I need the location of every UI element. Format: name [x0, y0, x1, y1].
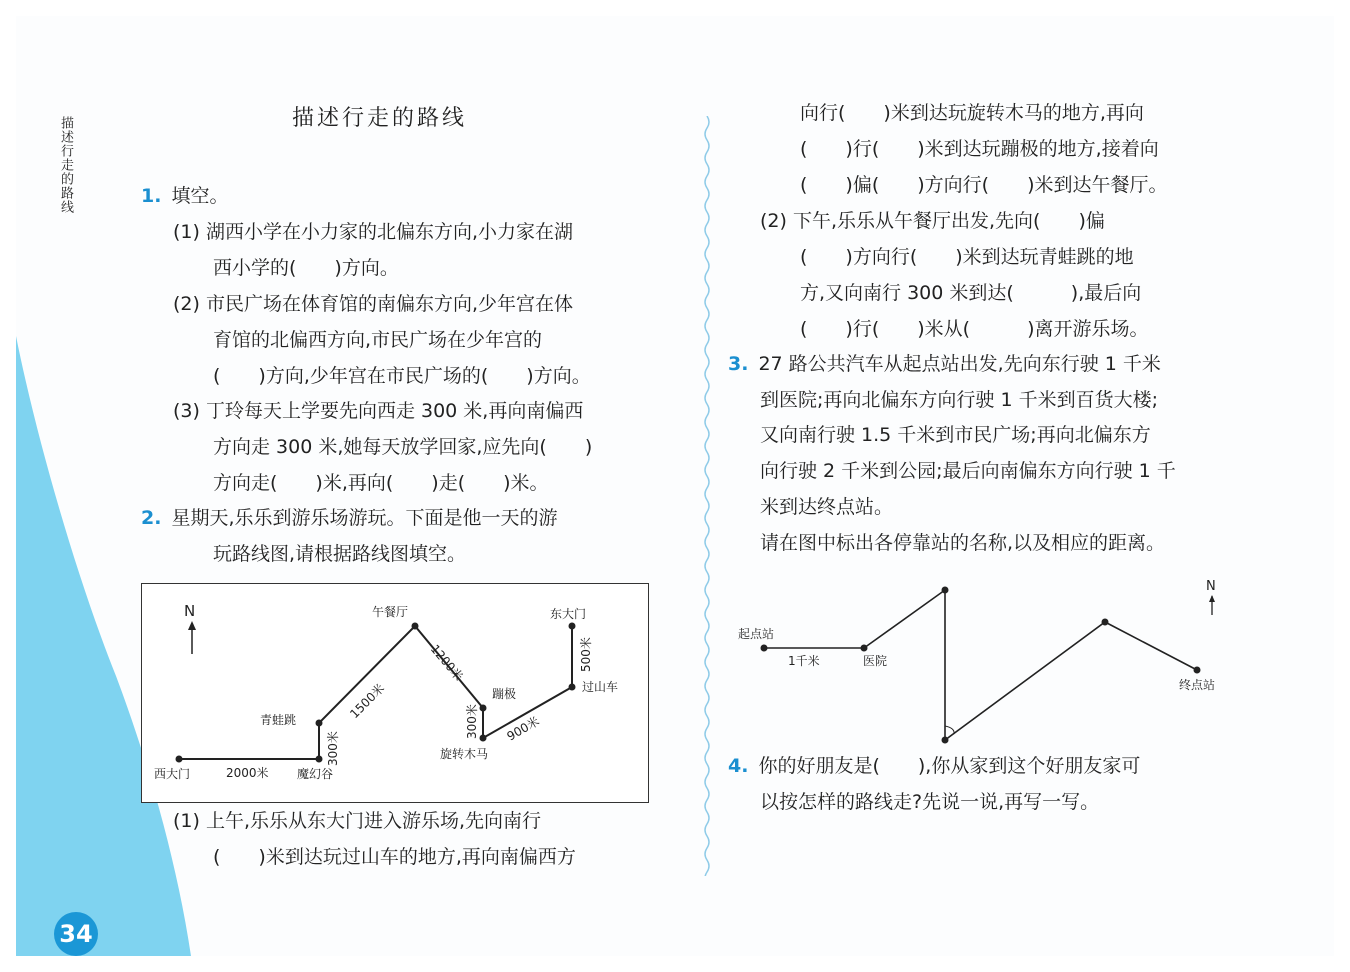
question-number: 3.: [728, 353, 749, 375]
line-text: 到医院;再向北偏东方向行驶 1 千米到百货大楼;: [760, 389, 1158, 411]
bus-label-start: 起点站: [738, 627, 775, 641]
text-line: [213, 255, 399, 281]
point-magic-valley: [316, 756, 323, 763]
point-lunch: [412, 623, 419, 630]
line-text: ( )行( )米到达玩蹦极的地方,接着向: [800, 138, 1159, 160]
point-west-gate: [176, 756, 183, 763]
bus-point-end: [1194, 667, 1201, 674]
park-route-svg: [142, 584, 648, 802]
dist-carousel-bungee: 300米: [465, 704, 479, 739]
line-text: (2) 市民广场在体育馆的南偏东方向,少年宫在体: [173, 293, 573, 315]
text-line: [141, 505, 558, 531]
text-line: [800, 280, 1141, 306]
label-lunch: 午餐厅: [372, 605, 409, 619]
text-line: [173, 808, 541, 834]
park-route-map: [141, 583, 649, 803]
dist-west-magic: 2000米: [226, 766, 269, 780]
text-line: [800, 136, 1159, 162]
label-frog-jump: 青蛙跳: [260, 713, 297, 727]
text-line: [760, 494, 893, 520]
point-frog-jump: [316, 720, 323, 727]
bus-north-arrow: [1206, 579, 1216, 615]
bus-route-path: [764, 590, 1197, 740]
page-title: 描述行走的路线: [292, 106, 468, 131]
bus-north-label: N: [1206, 579, 1216, 594]
bus-label-hospital: 医院: [863, 654, 888, 668]
text-line: [173, 219, 573, 245]
line-text: (3) 丁玲每天上学要先向西走 300 米,再向南偏西: [173, 400, 584, 422]
text-line: [760, 208, 1105, 234]
text-line: [800, 172, 1167, 198]
label-carousel: 旋转木马: [440, 747, 489, 761]
bus-label-end: 终点站: [1179, 678, 1216, 692]
text-line: [213, 434, 592, 460]
north-label: N: [184, 602, 196, 620]
bus-point-start: [761, 645, 768, 652]
text-line: [213, 541, 466, 567]
text-line: [141, 183, 228, 209]
label-east-gate: 东大门: [550, 607, 587, 621]
line-text: 27 路公共汽车从起点站出发,先向东行驶 1 千米: [758, 353, 1161, 375]
line-text: ( )偏( )方向行( )米到达午餐厅。: [800, 174, 1168, 196]
point-carousel: [480, 735, 487, 742]
line-text: ( )米到达玩过山车的地方,再向南偏西方: [213, 846, 576, 868]
bus-point-5: [1102, 619, 1109, 626]
text-line: [213, 363, 591, 389]
line-text: 米到达终点站。: [760, 496, 894, 518]
bus-point-hospital: [861, 645, 868, 652]
north-arrow: [184, 602, 196, 654]
text-line: [728, 351, 1161, 377]
text-line: [760, 387, 1158, 413]
line-text: 玩路线图,请根据路线图填空。: [213, 543, 467, 565]
dist-frog-lunch: 1500米: [347, 681, 388, 722]
text-line: [213, 470, 549, 496]
dist-magic-frog: 300米: [326, 731, 340, 766]
line-text: 方向走 300 米,她每天放学回家,应先向( ): [213, 436, 593, 458]
line-text: ( )方向,少年宫在市民广场的( )方向。: [213, 365, 591, 387]
question-number: 2.: [141, 507, 162, 529]
text-line: [728, 753, 1140, 779]
page-number: 34: [54, 912, 98, 956]
point-coaster: [569, 684, 576, 691]
line-text: 向行驶 2 千米到公园;最后向南偏东方向行驶 1 千: [760, 460, 1176, 482]
dist-carousel-coaster: 900米: [504, 714, 542, 744]
line-text: 以按怎样的路线走?先说一说,再写一写。: [760, 791, 1100, 813]
question-number: 1.: [141, 185, 162, 207]
bus-label-distance1: 1千米: [788, 654, 820, 668]
dist-coaster-east: 500米: [579, 637, 593, 672]
text-line: [760, 530, 1165, 556]
column-divider: [702, 116, 712, 876]
line-text: 请在图中标出各停靠站的名称,以及相应的距离。: [760, 532, 1166, 554]
line-text: 向行( )米到达玩旋转木马的地方,再向: [800, 102, 1144, 124]
line-text: 星期天,乐乐到游乐场游玩。下面是他一天的游: [171, 507, 558, 529]
label-magic-valley: 魔幻谷: [297, 767, 334, 781]
text-line: [173, 291, 573, 317]
text-line: [213, 844, 576, 870]
text-line: [760, 458, 1176, 484]
line-text: ( )方向行( )米到达玩青蛙跳的地: [800, 246, 1134, 268]
line-text: ( )行( )米从( )离开游乐场。: [800, 318, 1149, 340]
text-line: [760, 789, 1099, 815]
line-text: (2) 下午,乐乐从午餐厅出发,先向( )偏: [760, 210, 1105, 232]
bus-point-3: [942, 587, 949, 594]
line-text: 方,又向南行 300 米到达( ),最后向: [800, 282, 1142, 304]
bus-route-diagram: [730, 572, 1240, 752]
text-line: [800, 100, 1144, 126]
label-west-gate: 西大门: [154, 767, 191, 781]
bus-point-4: [942, 737, 949, 744]
text-line: [213, 327, 542, 353]
label-bungee: 蹦极: [492, 687, 517, 701]
text-line: [800, 244, 1134, 270]
line-text: 方向走( )米,再向( )走( )米。: [213, 472, 549, 494]
line-text: 育馆的北偏西方向,市民广场在少年宫的: [213, 329, 543, 351]
line-text: (1) 湖西小学在小力家的北偏东方向,小力家在湖: [173, 221, 573, 243]
point-east-gate: [569, 623, 576, 630]
question-number: 4.: [728, 755, 749, 777]
text-line: [800, 316, 1148, 342]
line-text: 填空。: [171, 185, 229, 207]
line-text: (1) 上午,乐乐从东大门进入游乐场,先向南行: [173, 810, 542, 832]
side-title: 描述行走的路线: [58, 116, 73, 214]
line-text: 你的好朋友是( ),你从家到这个好朋友家可: [758, 755, 1141, 777]
line-text: 又向南行驶 1.5 千米到市民广场;再向北偏东方: [760, 424, 1151, 446]
line-text: 西小学的( )方向。: [213, 257, 399, 279]
text-line: [760, 422, 1151, 448]
point-bungee: [480, 705, 487, 712]
text-line: [173, 398, 583, 424]
label-coaster: 过山车: [582, 680, 619, 694]
dist-lunch-carousel: 1200米: [427, 641, 466, 684]
angle-mark: [945, 726, 954, 734]
